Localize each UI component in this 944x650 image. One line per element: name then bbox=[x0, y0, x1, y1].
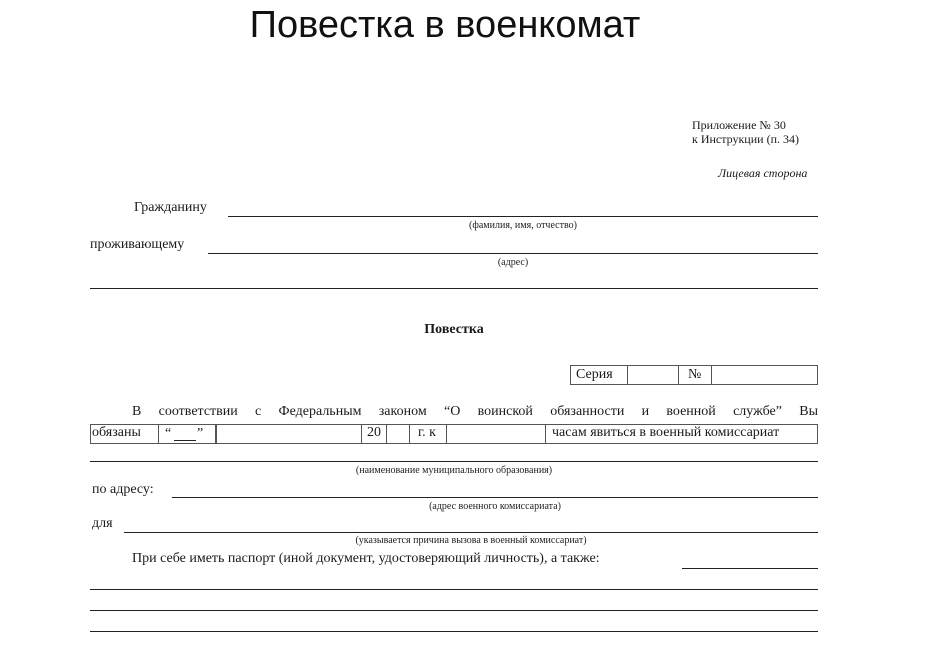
commissariat-caption: (адрес военного комиссариата) bbox=[429, 501, 561, 512]
reason-line bbox=[124, 532, 818, 533]
year-field[interactable] bbox=[386, 424, 410, 444]
hours-text: часам явиться в военный комиссариат bbox=[552, 425, 780, 440]
address-label: по адресу: bbox=[92, 482, 154, 497]
front-side-label: Лицевая сторона bbox=[718, 166, 808, 180]
municipality-caption: (наименование муниципального образования) bbox=[355, 465, 553, 476]
passport-text: При себе иметь паспорт (иной документ, удостоверяющий личность), а также: bbox=[132, 551, 600, 566]
series-number-box bbox=[570, 365, 818, 385]
residing-address-line bbox=[208, 253, 818, 254]
document-title: Повестка bbox=[424, 322, 484, 337]
hour-field[interactable] bbox=[446, 424, 546, 444]
quote-close: ” bbox=[197, 426, 204, 441]
page-title: Повестка в военкомат bbox=[249, 4, 641, 46]
number-label: № bbox=[688, 367, 702, 382]
year-prefix: 20 bbox=[367, 425, 381, 440]
day-underline bbox=[174, 440, 196, 441]
series-label: Серия bbox=[576, 367, 613, 382]
for-label: для bbox=[92, 516, 113, 531]
blank-line-2 bbox=[90, 610, 818, 611]
address-extra-line bbox=[90, 288, 818, 289]
quote-open: “ bbox=[165, 426, 172, 441]
blank-line-3 bbox=[90, 631, 818, 632]
year-suffix: г. к bbox=[418, 425, 436, 440]
passport-extra-line bbox=[682, 568, 818, 569]
appendix-number: Приложение № 30 bbox=[692, 118, 786, 132]
obliged-label: обязаны bbox=[92, 425, 141, 440]
citizen-label: Гражданину bbox=[134, 200, 207, 215]
series-field[interactable] bbox=[627, 365, 679, 385]
law-text: В соответствии с Федеральным законом “О воинской обязанности и военной службе” Вы bbox=[132, 404, 818, 419]
commissariat-address-line bbox=[172, 497, 818, 498]
day-field[interactable] bbox=[158, 424, 216, 444]
blank-line-1 bbox=[90, 589, 818, 590]
number-field-divider bbox=[711, 365, 713, 385]
appendix-instruction: к Инструкции (п. 34) bbox=[692, 132, 799, 146]
citizen-name-caption: (фамилия, имя, отчество) bbox=[469, 220, 577, 231]
reason-caption: (указывается причина вызова в военный комиссариат) bbox=[355, 535, 587, 546]
address-caption: (адрес) bbox=[497, 257, 529, 268]
month-field[interactable] bbox=[216, 424, 362, 444]
citizen-name-line bbox=[228, 216, 818, 217]
municipality-line bbox=[90, 461, 818, 462]
residing-label: проживающему bbox=[90, 237, 185, 252]
